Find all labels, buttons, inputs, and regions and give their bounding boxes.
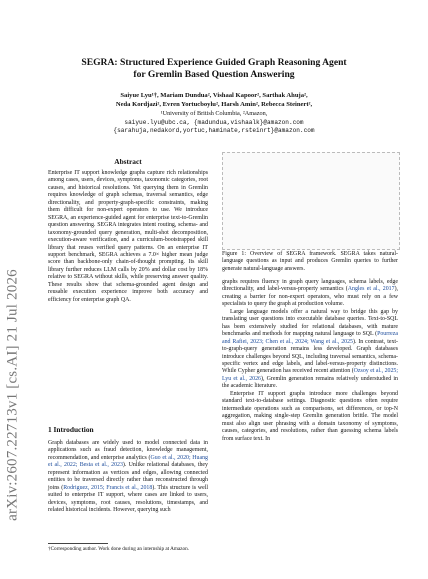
introduction-paragraph: Graph databases are widely used to model connected data in applications such as fraud detection, knowledge management, recommendation, and enterprise analytics (Guo et al., 2020; Huang et al., 2022; Besta et al., 2023). Unlike relational databases, they represent information as vertices and edges, allowing connected entities to be traversed directly rather than reconstructed through joins (Rodriguez, 2015; Francis et al., 2018). This structure is well suited to enterprise IT support, where cases are linked to users, devices, symptoms, root causes, resolutions, timestamps, and related historical incidents. However, querying such <box>48 440 208 514</box>
paragraph: Enterprise IT support graphs introduce more challenges beyond standard text-to-database settings. Diagnostic questions often require intermediate operations such as comparisons, set differences, or top-N aggregation, making single-step Gremlin generation brittle. The model must also align user phrasing with a domain taxonomy of symptoms, causes, categories, and resolutions, rather than guessing schema labels from surface text. In <box>222 390 398 442</box>
section-heading-introduction: 1 Introduction <box>48 425 94 434</box>
author-list: Saiyue Lyu¹†, Mariam Dundua², Vishaal Kapoor², Sarthak Ahuja², Neda Kordjazi², Evren Yortucboylu², Harsh Amin², Rebecca Steinert², <box>115 92 313 108</box>
author-emails-2: {sarahuja,nedakord,yortuc,haminate,rsteinrt}@amazon.com <box>113 127 315 135</box>
citation-link[interactable]: Ozsoy et al., 2025; Lyu et al., 2026 <box>222 368 399 382</box>
figure-caption: Figure 1: Overview of SEGRA framework. SEGRA takes natural-language questions as input and produces Gremlin queries to further generate natural-language answers. <box>222 251 398 272</box>
abstract-heading: Abstract <box>114 157 142 166</box>
affiliations: ¹University of British Columbia, ²Amazon, saiyue.lyu@ubc.ca, {madundua,vishaalk}@amazon.com {sarahuja,nedakord,yortuc,haminate,rsteinrt}@amazon.com <box>20 110 408 136</box>
right-column-text <box>222 279 398 443</box>
citation-link[interactable]: Pourreza and Rafiei, 2023; Chen et al., 2024; Wang et al., 2025 <box>222 331 398 345</box>
paragraph: graphs requires fluency in graph query languages, schema labels, edge directionality, and label-versus-property semantics (Angles et al., 2017), creating a barrier for non-expert operators, who must rely on a few specialists to query the graph at production volume. <box>222 279 398 308</box>
abstract-body: Enterprise IT support knowledge graphs capture rich relationships among cases, users, devices, symptoms, taxonomic categories, root causes, and historical resolutions. Yet querying them in Gremlin requires knowledge of graph schemas, traversal semantics, edge directionality, and property-graph-specific constraints, making them difficult for non-expert operators to use. We introduce SEGRA, an experience-guided agent for enterprise text-to-Gremlin question answering. SEGRA integrates intent routing, schema- and taxonomy-grounded query generation, multi-shot decomposition, execution-aware verification, and a curriculum-bootstrapped skill library that reuses verified query patterns. On an enterprise IT support benchmark, SEGRA achieves a 7.0× higher mean judge score than backbone-only chain-of-thought prompting. Its skill library further reduces LLM calls by 20% and dollar cost by 18% relative to SEGRA without skills, while preserving answer quality. These results show that schema-grounded agent design and reusable execution experience improve both accuracy and efficiency for enterprise graph QA. <box>48 170 208 303</box>
citation-link[interactable]: Angles et al., 2017 <box>347 286 395 293</box>
footnote-divider <box>48 543 108 544</box>
figure-1-image <box>222 152 400 250</box>
citation-link[interactable]: Rodriguez, 2015; Francis et al., 2018 <box>63 484 153 491</box>
paragraph: Large language models offer a natural way to bridge this gap by translating user questions into executable database queries. Text-to-SQL has been extensively studied for relational databases, with mature benchmarks and methods for mapping natural language to SQL (Pourreza and Rafiei, 2023; Chen et al., 2024; Wang et al., 2025). In contrast, text-to-graph-query generation remains less developed. Graph databases introduce challenges beyond SQL, including traversal semantics, schema-specific vertex and edge labels, and label-versus-property distinctions. While Cypher generation has received recent attention (Ozsoy et al., 2025; Lyu et al., 2026), Gremlin generation remains relatively understudied in the academic literature. <box>222 308 399 390</box>
arxiv-stamp: arXiv:2607.22713v1 [cs.AI] 21 Jul 2026 <box>4 269 21 521</box>
footnote: †Corresponding author. Work done during an internship at Amazon. <box>48 546 189 552</box>
author-emails: saiyue.lyu@ubc.ca, {madundua,vishaalk}@amazon.com <box>124 118 304 126</box>
paper-title: SEGRA: Structured Experience Guided Graph Reasoning Agent for Gremlin Based Question Answering <box>81 57 347 80</box>
citation-link[interactable]: Guo et al., 2020; Huang et al., 2022; Besta et al., 2023 <box>48 454 208 469</box>
